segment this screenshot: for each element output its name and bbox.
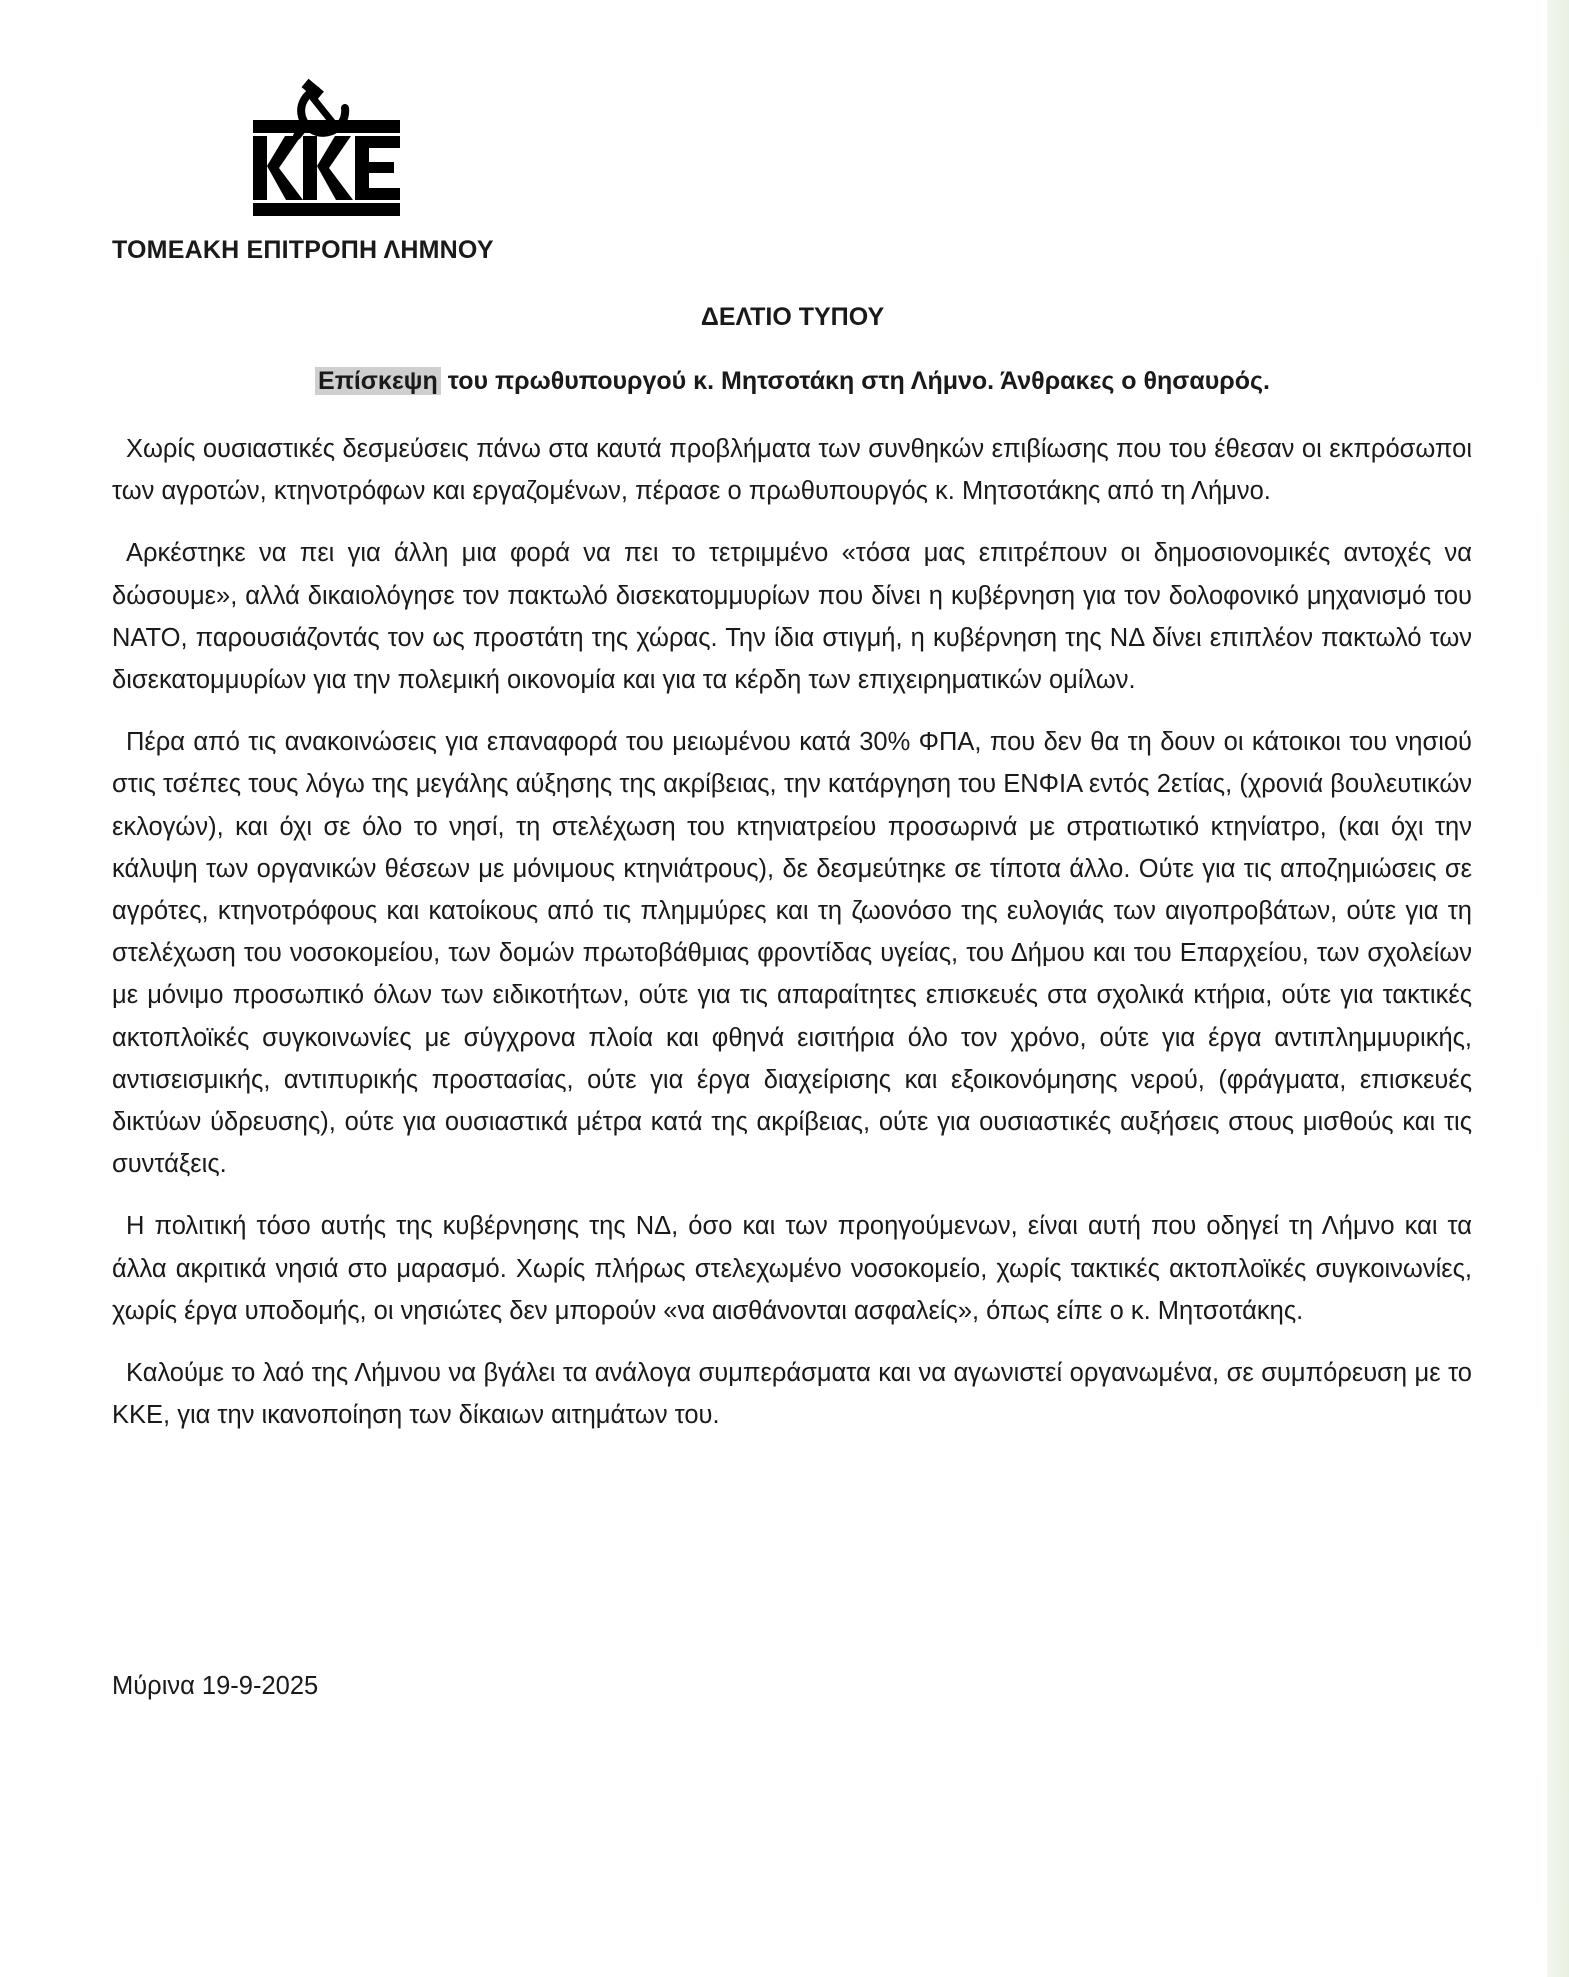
logo-bottom-bar	[253, 203, 400, 216]
place-and-date: Μύρινα 19-9-2025	[112, 1672, 319, 1700]
document-type-title: ΔΕΛΤΙΟ ΤΥΠΟΥ	[700, 303, 885, 331]
logo-letter-e	[355, 136, 400, 200]
logo-top-bar	[253, 120, 400, 133]
headline-text: του πρωθυπουργού κ. Μητσοτάκη στη Λήμνο. Άνθρακες ο θησαυρός.	[440, 367, 1270, 395]
body-paragraph: Αρκέστηκε να πει για άλλη μια φορά να πει το τετριμμένο «τόσα μας επιτρέπουν οι δημοσιονομικές αντοχές να δώσουμε», αλλά δικαιολόγησε τον πακτωλό δισεκατομμυρίων που δίνει η κυβέρνηση για τον δολοφονικό μηχανισμό του ΝΑΤΟ, παρουσιάζοντάς τον ως προστάτη της χώρας. Την ίδια στιγμή, η κυβέρνηση της ΝΔ δίνει επιπλέον πακτωλό των δισεκατομμυρίων για την πολεμική οικονομία και για τα κέρδη των επιχειρηματικών ομίλων.	[112, 539, 1472, 695]
body-paragraph: Καλούμε το λαό της Λήμνου να βγάλει τα ανάλογα συμπεράσματα και να αγωνιστεί οργανωμένα, σε συμπόρευση με το ΚΚΕ, για την ικανοποίηση των δίκαιων αιτημάτων του.	[112, 1359, 1472, 1430]
logo-letter-k1	[253, 136, 303, 200]
page-edge-strip	[1547, 0, 1569, 1977]
body-paragraph: Η πολιτική τόσο αυτής της κυβέρνησης της ΝΔ, όσο και των προηγούμενων, είναι αυτή που οδηγεί τη Λήμνο και τα άλλα ακριτικά νησιά στο μαρασμό. Χωρίς πλήρως στελεχωμένο νοσοκομείο, χωρίς τακτικές ακτοπλοϊκές συγκοινωνίες, χωρίς έργα υποδομής, οι νησιώτες δεν μπορούν «να αισθάνονται ασφαλείς», όπως είπε ο κ. Μητσοτάκης.	[112, 1212, 1472, 1325]
logo-letter-k2	[303, 136, 353, 200]
kke-logo	[253, 70, 400, 216]
body-paragraph: Πέρα από τις ανακοινώσεις για επαναφορά του μειωμένου κατά 30% ΦΠΑ, που δεν θα τη δουν οι κάτοικοι του νησιού στις τσέπες τους λόγω της μεγάλης αύξησης της ακρίβειας, την κατάργηση του ΕΝΦΙΑ εντός 2ετίας, (χρονιά βουλευτικών εκλογών), και όχι σε όλο το νησί, τη στελέχωση του κτηνιατρείου προσωρινά με στρατιωτικό κτηνίατρο, (και όχι την κάλυψη των οργανικών θέσεων με μόνιμους κτηνιάτρους), δε δεσμεύτηκε σε τίποτα άλλο. Ούτε για τις αποζημιώσεις σε αγρότες, κτηνοτρόφους και κατοίκους από τις πλημμύρες και τη ζωονόσο της ευλογιάς των αιγοπροβάτων, ούτε για τη στελέχωση του νοσοκομείου, των δομών πρωτοβάθμιας φροντίδας υγείας, του Δήμου και του Επαρχείου, των σχολείων με μόνιμο προσωπικό όλων των ειδικοτήτων, ούτε για τις απαραίτητες επισκευές στα σχολικά κτήρια, ούτε για τακτικές ακτοπλοϊκές συγκοινωνίες με σύγχρονα πλοία και φθηνά εισιτήρια όλο τον χρόνο, ούτε για έργα αντιπλημμυρικής, αντισεισμικής, αντιπυρικής προστασίας, ούτε για έργα διαχείρισης και εξοικονόμησης νερού, (φράγματα, επισκευές δικτύων ύδρευσης), ούτε για ουσιαστικά μέτρα κατά της ακρίβειας, ούτε για ουσιαστικές αυξήσεις στους μισθούς και τις συντάξεις.	[112, 728, 1472, 1179]
press-release-headline	[0, 367, 1569, 396]
headline-highlighted-word: Επίσκεψη	[315, 367, 441, 395]
press-release-body	[112, 428, 1472, 1456]
committee-name: ΤΟΜΕΑΚΗ ΕΠΙΤΡΟΠΗ ΛΗΜΝΟΥ	[112, 236, 494, 264]
body-paragraph: Χωρίς ουσιαστικές δεσμεύσεις πάνω στα καυτά προβλήματα των συνθηκών επιβίωσης που του έθεσαν οι εκπρόσωποι των αγροτών, κτηνοτρόφων και εργαζομένων, πέρασε ο πρωθυπουργός κ. Μητσοτάκης από τη Λήμνο.	[112, 435, 1472, 506]
